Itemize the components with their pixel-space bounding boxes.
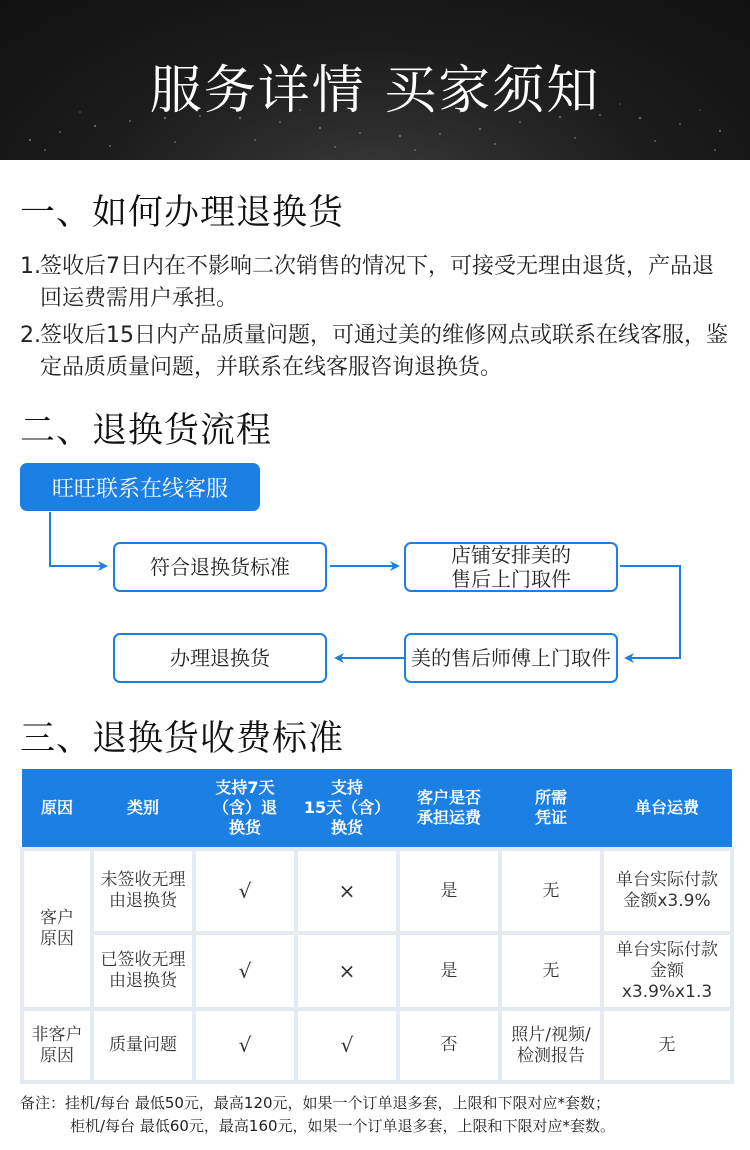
flow-step-label: 店铺安排美的 xyxy=(451,543,571,567)
cell-seven-day: √ xyxy=(194,1009,296,1082)
flow-step-label: 办理退换货 xyxy=(170,646,270,670)
header-fifteen-day: 支持 15天（含） 换货 xyxy=(296,769,398,849)
cell-customer-bear: 是 xyxy=(398,849,500,933)
flow-step-label: 售后上门取件 xyxy=(451,567,571,591)
cell-proof: 照片/视频/ 检测报告 xyxy=(500,1009,602,1082)
note-line-wall-unit: 备注：挂机/每台 最低50元，最高120元，如果一个订单退多套，上限和下限对应*套数； xyxy=(20,1094,611,1112)
note-line-cabinet-unit: 柜机/每台 最低60元，最高160元，如果一个订单退多套，上限和下限对应*套数。 xyxy=(70,1117,616,1135)
flow-step-technician-pickup xyxy=(404,633,618,683)
cell-category: 已签收无理 由退换货 xyxy=(92,933,194,1009)
flow-step-process-return xyxy=(113,633,327,683)
group-non-customer-reason: 非客户 原因 xyxy=(22,1009,92,1082)
policy-item-text: 签收后7日内在不影响二次销售的情况下，可接受无理由退货，产品退回运费需用户承担。 xyxy=(40,254,714,311)
table-header-row xyxy=(22,769,732,849)
flow-step-label: 美的售后师傅上门取件 xyxy=(411,646,611,670)
header-banner xyxy=(0,0,750,160)
arrow-step2-to-step3 xyxy=(620,566,680,658)
policy-item-number: 1. xyxy=(20,254,41,279)
policy-item-number: 2. xyxy=(20,323,41,348)
table-row xyxy=(22,933,732,1009)
cell-customer-bear: 否 xyxy=(398,1009,500,1082)
banner-title: 服务详情 买家须知 xyxy=(149,61,601,121)
cell-category: 质量问题 xyxy=(92,1009,194,1082)
cell-freight: 单台实际付款 金额x3.9% xyxy=(602,849,732,933)
header-proof: 所需 凭证 xyxy=(500,769,602,849)
header-reason: 原因 xyxy=(22,769,92,849)
cell-seven-day: √ xyxy=(194,849,296,933)
table-row xyxy=(22,1009,732,1082)
cell-freight: 单台实际付款 金额x3.9%x1.3 xyxy=(602,933,732,1009)
section-title-return-process: 二、退换货流程 xyxy=(20,411,273,451)
contact-online-service-button[interactable]: 旺旺联系在线客服 xyxy=(20,463,260,511)
cell-proof: 无 xyxy=(500,933,602,1009)
policy-item-2 xyxy=(20,320,732,384)
cell-fifteen-day: × xyxy=(296,933,398,1009)
section-title-fee-standard: 三、退换货收费标准 xyxy=(20,719,345,759)
cell-category: 未签收无理 由退换货 xyxy=(92,849,194,933)
fee-table xyxy=(20,769,734,1084)
cell-seven-day: √ xyxy=(194,933,296,1009)
header-customer-bear: 客户是否 承担运费 xyxy=(398,769,500,849)
header-seven-day: 支持7天 （含）退 换货 xyxy=(194,769,296,849)
header-category: 类别 xyxy=(92,769,194,849)
arrow-start-to-step1 xyxy=(50,512,106,566)
cell-customer-bear: 是 xyxy=(398,933,500,1009)
table-row xyxy=(22,849,732,933)
header-freight: 单台运费 xyxy=(602,769,732,849)
flow-step-arrange-pickup xyxy=(404,542,618,592)
cell-fifteen-day: √ xyxy=(296,1009,398,1082)
policy-item-1 xyxy=(20,251,732,315)
policy-item-text: 签收后15日内产品质量问题，可通过美的维修网点或联系在线客服，鉴定品质质量问题，并联系在线客服咨询退换货。 xyxy=(40,323,728,380)
flow-step-label: 符合退换货标准 xyxy=(150,555,290,579)
section-title-return-how: 一、如何办理退换货 xyxy=(20,193,345,233)
fee-table-container xyxy=(20,769,730,1082)
flow-step-qualify xyxy=(113,542,327,592)
cell-fifteen-day: × xyxy=(296,849,398,933)
cell-freight: 无 xyxy=(602,1009,732,1082)
group-customer-reason: 客户 原因 xyxy=(22,849,92,1009)
cell-proof: 无 xyxy=(500,849,602,933)
